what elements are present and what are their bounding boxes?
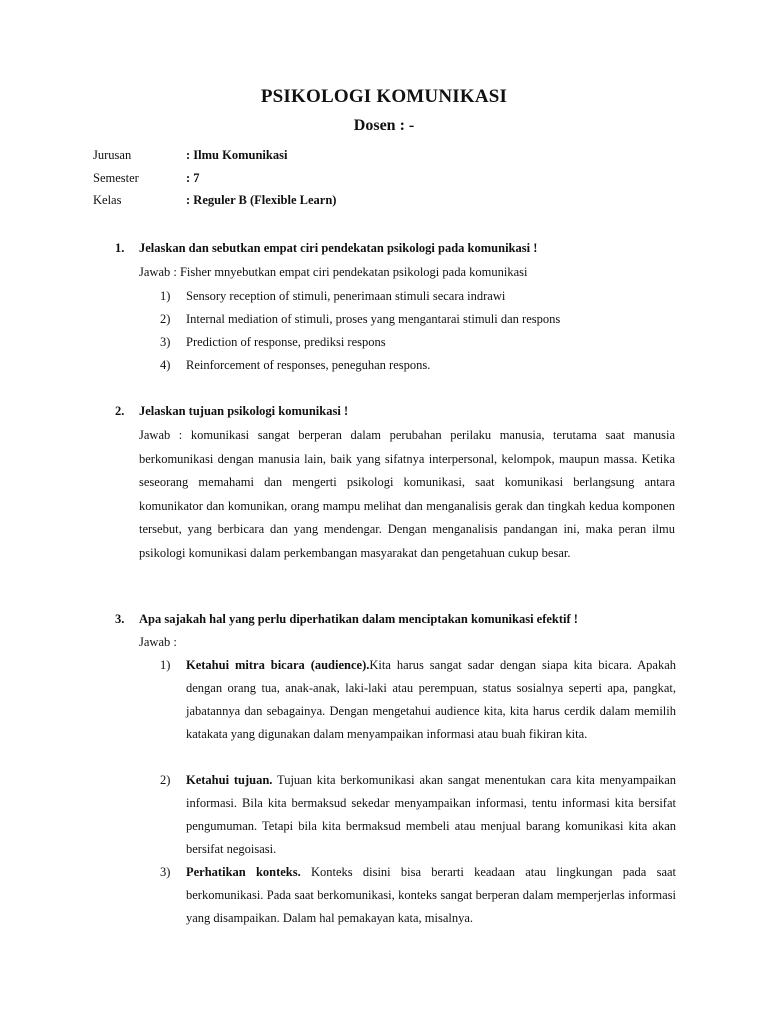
info-label: Jurusan — [93, 148, 132, 162]
list-item-paragraph — [186, 861, 676, 930]
answer-3-intro: Jawab : — [139, 635, 177, 649]
question-number: 2. — [115, 404, 125, 418]
info-value: : 7 — [186, 170, 200, 185]
info-label: Semester — [93, 170, 139, 185]
lecturer-line: Dosen : - — [353, 117, 415, 134]
info-label: Kelas — [93, 193, 122, 207]
list-item-number: 1) — [160, 289, 171, 303]
course-info — [93, 144, 493, 212]
list-item-text: Reinforcement of responses, peneguhan respons. — [186, 358, 431, 372]
info-row-semester — [93, 167, 493, 190]
list-item-number: 3) — [160, 335, 171, 349]
list-item-lead: Ketahui tujuan. — [186, 773, 273, 787]
question-number: 3. — [115, 612, 125, 626]
list-item-lead: Perhatikan konteks. — [186, 865, 301, 879]
question-text: Apa sajakah hal yang perlu diperhatikan dalam menciptakan komunikasi efektif ! — [139, 612, 578, 626]
list-item-text: Internal mediation of stimuli, proses yang mengantarai stimuli dan respons — [186, 312, 561, 326]
info-value: : Ilmu Komunikasi — [186, 148, 288, 162]
list-item-number: 4) — [160, 358, 171, 372]
document-title: PSIKOLOGI KOMUNIKASI — [260, 86, 508, 107]
list-item-body: Konteks disini bisa berarti keadaan atau lingkungan pada saat berkomunikasi. Pada saat berkomunikasi, konteks sangat berperan dalam memperjerlas informasi yang disampaikan. Dalam hal pemakayan kata, misalnya. — [186, 865, 677, 926]
list-item-text: Sensory reception of stimuli, penerimaan stimuli secara indrawi — [186, 289, 506, 303]
list-item-body: Kita harus sangat sadar dengan siapa kita bicara. Apakah dengan orang tua, anak-anak, laki-laki atau perempuan, status sosialnya seperti apa, pangkat, jabatannya dan sebagainya. Dengan mengetahui audience kita, kita harus cerdik dalam memilih katakata yang digunakan dalam menyampaikan informasi atau buah fikiran kita. — [186, 658, 677, 742]
question-text: Jelaskan tujuan psikologi komunikasi ! — [139, 404, 349, 418]
list-item-paragraph — [186, 769, 676, 861]
list-item-number: 3) — [160, 865, 171, 879]
info-row-kelas — [93, 189, 493, 212]
answer-2-paragraph: Jawab : komunikasi sangat berperan dalam perubahan perilaku manusia, terutama saat manusia berkomunikasi dengan manusia lain, baik yang sifatnya interpersonal, kelompok, maupun massa. Ketika seseorang memahami dan mengerti psikologi komunikasi, saat komunikasi berlangsung antara komunikator dan komunikan, orang mampu melihat dan menganalisis gerak dan tingkah kedua komponen tersebut, yang berbicara dan yang mendengar. Dengan menganalisis pandangan ini, maka peran ilmu psikologi komunikasi dalam perkembangan masyarakat dan pengetahuan cukup besar. — [139, 428, 675, 560]
info-value: : Reguler B (Flexible Learn) — [186, 193, 337, 207]
question-number: 1. — [115, 241, 125, 255]
list-item-number: 2) — [160, 773, 171, 787]
list-item-number: 2) — [160, 312, 171, 326]
list-item-lead: Ketahui mitra bicara (audience). — [186, 658, 370, 672]
list-item-paragraph — [186, 654, 676, 746]
list-item-number: 1) — [160, 658, 171, 672]
list-item-text: Prediction of response, prediksi respons — [186, 335, 386, 349]
list-item-body: Tujuan kita berkomunikasi akan sangat menentukan cara kita menyampaikan informasi. Bila kita bermaksud sekedar menyampaikan informasi, tentu informasi kita bersifat pengumuman. Tetapi bila kita bermaksud membeli atau menjual barang komunikasi kita akan bersifat negoisasi. — [186, 773, 677, 857]
info-row-jurusan — [93, 144, 493, 167]
question-text: Jelaskan dan sebutkan empat ciri pendekatan psikologi pada komunikasi ! — [139, 241, 538, 255]
answer-1-intro: Jawab : Fisher mnyebutkan empat ciri pendekatan psikologi pada komunikasi — [139, 265, 528, 279]
